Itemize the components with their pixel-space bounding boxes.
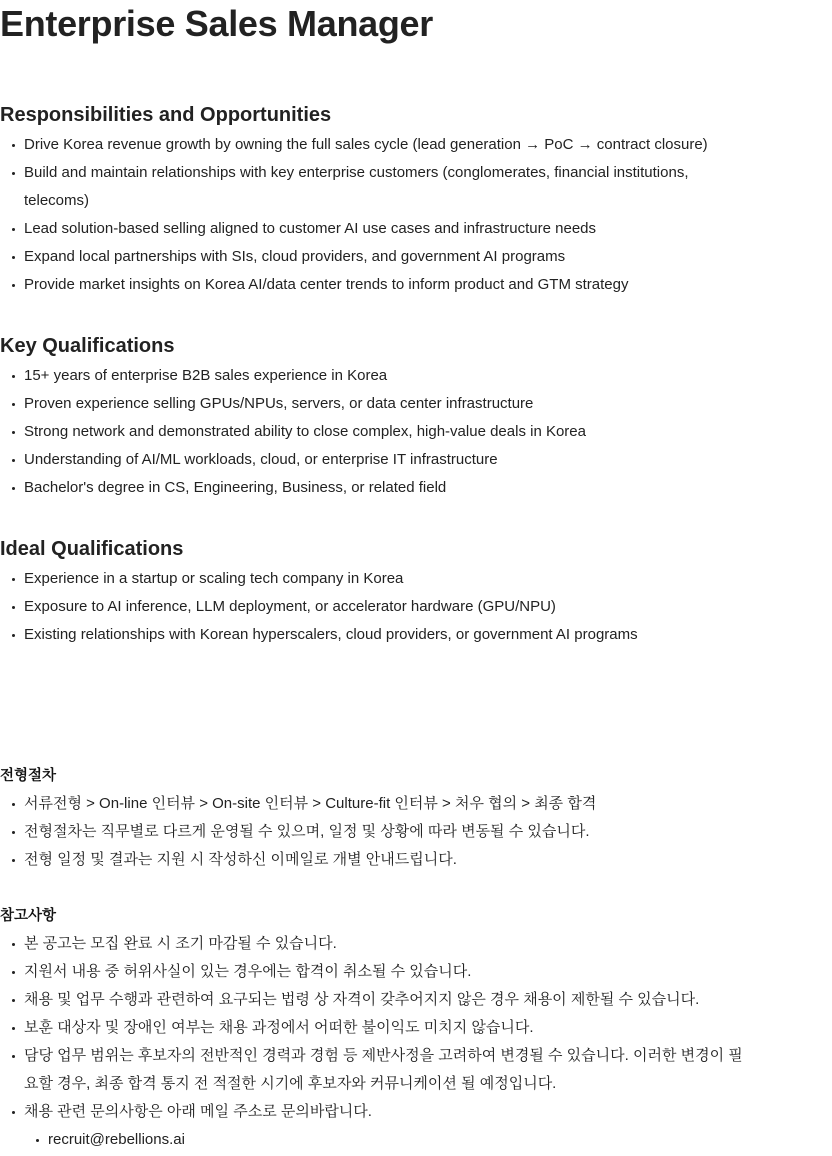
list-item: Understanding of AI/ML workloads, cloud, or enterprise IT infrastructure	[0, 446, 780, 474]
ideal-qualifications-heading: Ideal Qualifications	[0, 538, 184, 560]
list-item: Drive Korea revenue growth by owning the full sales cycle (lead generation → PoC → contract closure)	[0, 131, 780, 159]
list-item: 전형 일정 및 결과는 지원 시 작성하신 이메일로 개별 안내드립니다.	[0, 846, 780, 874]
list-item: 서류전형 > On-line 인터뷰 > On-site 인터뷰 > Culture-fit 인터뷰 > 처우 협의 > 최종 합격	[0, 790, 780, 818]
key-qualifications-heading: Key Qualifications	[0, 335, 175, 357]
list-item: Build and maintain relationships with key enterprise customers (conglomerates, financial institutions, telecoms)	[0, 159, 744, 215]
ideal-qualifications-section	[0, 536, 780, 649]
list-item: 본 공고는 모집 완료 시 조기 마감될 수 있습니다.	[0, 930, 780, 958]
list-item: Existing relationships with Korean hyperscalers, cloud providers, or government AI programs	[0, 621, 780, 649]
responsibilities-heading: Responsibilities and Opportunities	[0, 104, 332, 126]
list-item: 채용 및 업무 수행과 관련하여 요구되는 법령 상 자격이 갖추어지지 않은 경우 채용이 제한될 수 있습니다.	[0, 986, 780, 1014]
list-item: 15+ years of enterprise B2B sales experience in Korea	[0, 362, 780, 390]
list-item	[0, 1098, 780, 1154]
process-section	[0, 766, 780, 874]
process-heading: 전형절차	[0, 768, 57, 784]
list-item: Exposure to AI inference, LLM deployment, or accelerator hardware (GPU/NPU)	[0, 593, 780, 621]
contact-email-item	[24, 1126, 780, 1154]
contact-email[interactable]: recruit@rebellions.ai	[48, 1131, 185, 1148]
list-item: Expand local partnerships with SIs, cloud providers, and government AI programs	[0, 243, 780, 271]
list-item: Strong network and demonstrated ability to close complex, high-value deals in Korea	[0, 418, 780, 446]
list-item: Lead solution-based selling aligned to customer AI use cases and infrastructure needs	[0, 215, 780, 243]
responsibilities-list	[0, 131, 780, 299]
list-item: Provide market insights on Korea AI/data center trends to inform product and GTM strategy	[0, 271, 780, 299]
key-qualifications-list	[0, 362, 780, 502]
ideal-qualifications-list	[0, 565, 780, 649]
list-item: 전형절차는 직무별로 다르게 운영될 수 있으며, 일정 및 상황에 따라 변동될 수 있습니다.	[0, 818, 780, 846]
list-item: Proven experience selling GPUs/NPUs, servers, or data center infrastructure	[0, 390, 780, 418]
list-item: 보훈 대상자 및 장애인 여부는 채용 과정에서 어떠한 불이익도 미치지 않습니다.	[0, 1014, 780, 1042]
key-qualifications-section	[0, 333, 780, 502]
list-item: 지원서 내용 중 허위사실이 있는 경우에는 합격이 취소될 수 있습니다.	[0, 958, 780, 986]
contact-list	[24, 1126, 780, 1154]
process-list	[0, 790, 780, 874]
notes-heading: 참고사항	[0, 908, 57, 924]
contact-instruction: 채용 관련 문의사항은 아래 메일 주소로 문의바랍니다.	[24, 1103, 372, 1120]
responsibilities-section	[0, 102, 780, 299]
list-item: 담당 업무 범위는 후보자의 전반적인 경력과 경험 등 제반사정을 고려하여 변경될 수 있습니다. 이러한 변경이 필요할 경우, 최종 합격 통지 전 적절한 시기에 후보자와 커뮤니케이션 될 예정입니다.	[0, 1042, 754, 1098]
notes-section	[0, 906, 780, 1154]
notes-list	[0, 930, 780, 1154]
page-title: Enterprise Sales Manager	[0, 3, 433, 44]
list-item: Bachelor's degree in CS, Engineering, Business, or related field	[0, 474, 780, 502]
list-item: Experience in a startup or scaling tech company in Korea	[0, 565, 780, 593]
